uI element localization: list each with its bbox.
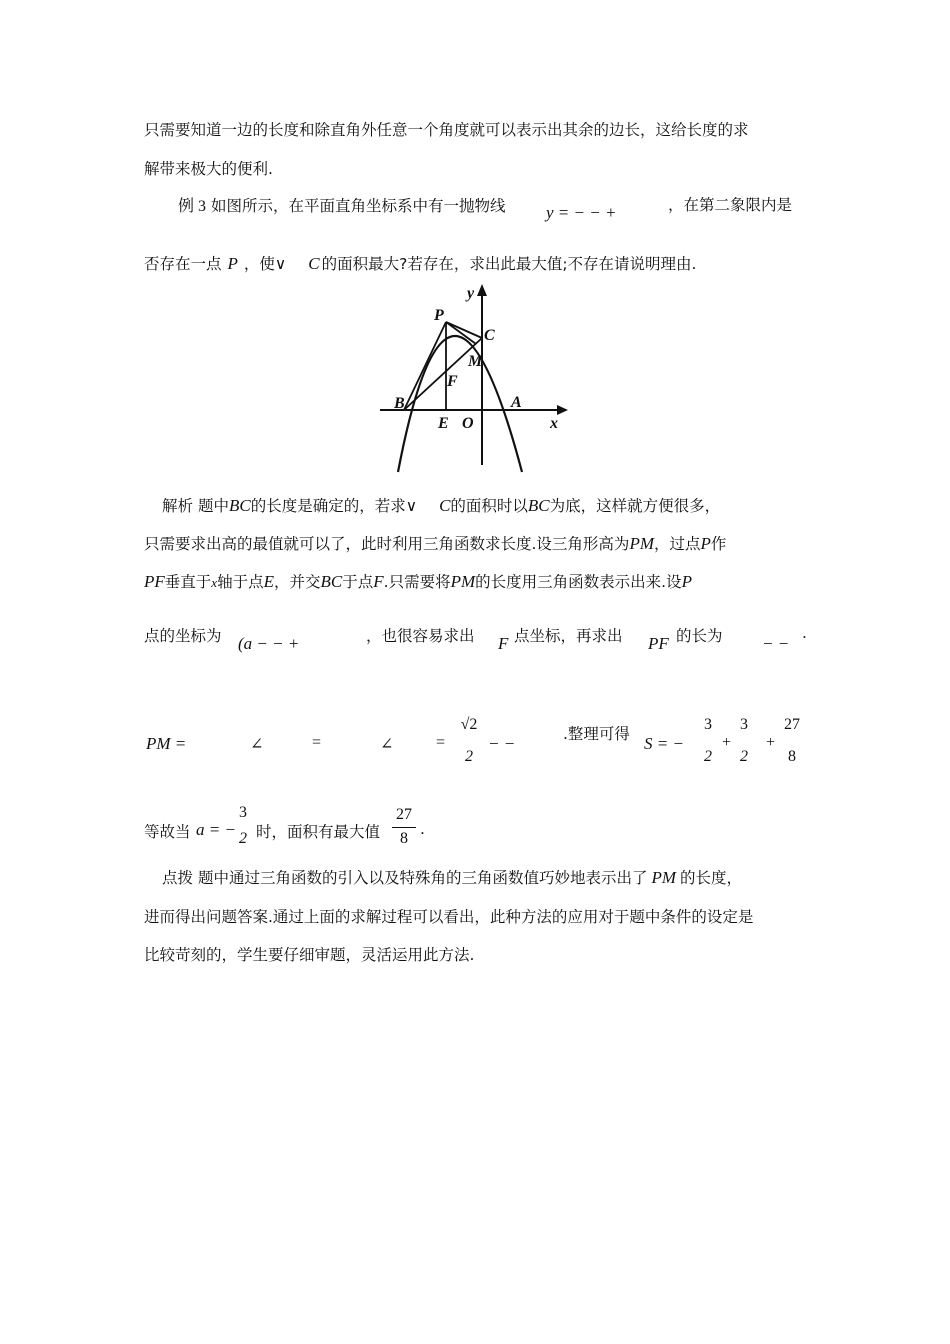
note-text: 题中通过三角函数的引入以及特殊角的三角函数值巧妙地表示出了 — [197, 869, 648, 887]
analysis-line-4-mid2: 点坐标，再求出 — [514, 627, 623, 645]
analysis-text: 题中 — [197, 497, 229, 515]
note-line-1 — [162, 866, 742, 888]
PF-length-expr: − − — [762, 634, 790, 653]
x-label: x — [211, 575, 218, 590]
segment-PF-label: PF — [648, 634, 669, 653]
question-part-b: ，使∨ — [243, 255, 287, 273]
S-frac2-den: 2 — [740, 748, 748, 765]
analysis-text: 为底，这样就方便很多， — [549, 497, 721, 515]
analysis-text: 的长度用三角函数表示出来.设 — [475, 573, 682, 591]
analysis-line-3 — [144, 570, 692, 592]
analysis-text: 只需要求出高的最值就可以了，此时利用三角函数求长度.设三角形高为 — [144, 535, 630, 553]
point-P-coordinate: (a − − + — [238, 634, 300, 653]
a-frac-num: 3 — [239, 804, 247, 818]
label-P: P — [434, 307, 444, 324]
a-value-lhs: a = − — [196, 820, 236, 839]
analysis-text: 垂直于 — [164, 573, 212, 591]
point-C: C — [308, 254, 320, 273]
example-text-2: ，在第二象限内是 — [668, 196, 793, 214]
label-A: A — [511, 394, 522, 411]
question-part-c: 的面积最大?若存在，求出此最大值;不存在请说明理由. — [321, 255, 697, 273]
S-frac3-num: 27 — [784, 716, 800, 730]
analysis-text: 的面积时以 — [450, 497, 528, 515]
y-axis-arrow — [477, 284, 487, 296]
analysis-line-2 — [144, 532, 726, 554]
segment-PF-label: PF — [144, 572, 165, 591]
analysis-line-4-start: 点的坐标为 — [144, 627, 222, 645]
analysis-text: ，并交 — [273, 573, 321, 591]
angle-symbol-2: ∠ — [380, 736, 394, 753]
note-head: 点拨 — [162, 869, 194, 887]
S-frac2-num: 3 — [740, 716, 748, 730]
angle-symbol-1: ∠ — [250, 736, 264, 753]
label-B: B — [394, 395, 405, 412]
point-C-label: C — [439, 496, 451, 515]
label-x: x — [550, 415, 558, 432]
analysis-line-1 — [162, 494, 720, 516]
analysis-text: 于点 — [342, 573, 374, 591]
PM-lhs: PM = — [146, 734, 187, 753]
label-F: F — [447, 373, 458, 390]
PM-tail-expr: − − — [488, 734, 516, 753]
segment-BC-label: BC — [320, 572, 343, 591]
point-F-label: F — [498, 634, 509, 653]
segment-BP — [404, 322, 446, 410]
analysis-line-4-mid: ，也很容易求出 — [366, 627, 475, 645]
max-frac-den: 8 — [400, 830, 408, 847]
conclusion-period: . — [420, 820, 425, 838]
max-frac-num: 27 — [396, 806, 412, 823]
point-F-label: F — [373, 572, 384, 591]
question-part-a: 否存在一点 — [144, 255, 222, 273]
segment-BC-label: BC — [527, 496, 550, 515]
segment-PM-label: PM — [629, 534, 654, 553]
parabola-formula: y = − − + — [546, 203, 617, 222]
example-text-1: 如图所示，在平面直角坐标系中有一抛物线 — [210, 197, 506, 215]
paragraph-1-line-1: 只需要知道一边的长度和除直角外任意一个角度就可以表示出其余的边长，这给长度的求 — [144, 121, 749, 139]
sqrt2-denominator: 2 — [465, 748, 473, 765]
label-E: E — [438, 415, 449, 432]
segment-BC-label: BC — [228, 496, 251, 515]
max-frac-bar — [392, 827, 416, 828]
parabola-figure — [370, 280, 580, 480]
segment-PM-label: PM — [651, 868, 677, 887]
plus-1: + — [722, 734, 732, 751]
point-E-label: E — [263, 572, 274, 591]
analysis-line-4-period: . — [802, 624, 807, 642]
S-frac1-den: 2 — [704, 748, 712, 765]
S-lhs: S = − — [644, 734, 684, 753]
analysis-text: 轴于点 — [217, 573, 264, 591]
tidy-text: .整理可得 — [563, 725, 630, 743]
sqrt2-numerator: √2 — [460, 716, 478, 733]
note-line-2: 进而得出问题答案.通过上面的求解过程可以看出，此种方法的应用对于题中条件的设定是 — [144, 908, 754, 926]
analysis-text: 的长度是确定的，若求∨ — [250, 497, 418, 515]
point-P-label: P — [681, 572, 692, 591]
label-O: O — [462, 415, 474, 432]
conclusion-start: 等故当 — [144, 823, 191, 841]
equals-2: = — [436, 734, 446, 751]
analysis-text: .只需要将 — [383, 573, 451, 591]
x-axis-arrow — [557, 405, 568, 415]
analysis-text: ，过点 — [653, 535, 701, 553]
segment-BC — [404, 338, 482, 410]
parabola-curve — [398, 336, 522, 472]
a-frac-den: 2 — [239, 830, 247, 847]
analysis-text: 作 — [710, 535, 727, 553]
point-P: P — [227, 254, 238, 273]
paragraph-1-line-2: 解带来极大的便利. — [144, 160, 273, 178]
S-frac1-num: 3 — [704, 716, 712, 730]
analysis-line-4-end: 的长为 — [676, 627, 723, 645]
example-question — [144, 252, 697, 274]
example-label: 例 3 — [178, 198, 207, 215]
analysis-head: 解析 — [162, 497, 194, 515]
S-frac3-den: 8 — [788, 748, 796, 765]
conclusion-mid: 时，面积有最大值 — [256, 823, 381, 841]
label-C: C — [484, 327, 495, 344]
equals-1: = — [312, 734, 322, 751]
note-text: 的长度， — [680, 869, 743, 887]
note-line-3: 比较苛刻的，学生要仔细审题，灵活运用此方法. — [144, 946, 475, 964]
example-line-1 — [178, 193, 505, 216]
plus-2: + — [766, 734, 776, 751]
label-y: y — [467, 285, 475, 302]
point-P-label: P — [700, 534, 711, 553]
label-M: M — [468, 353, 483, 370]
segment-PM-label: PM — [450, 572, 476, 591]
